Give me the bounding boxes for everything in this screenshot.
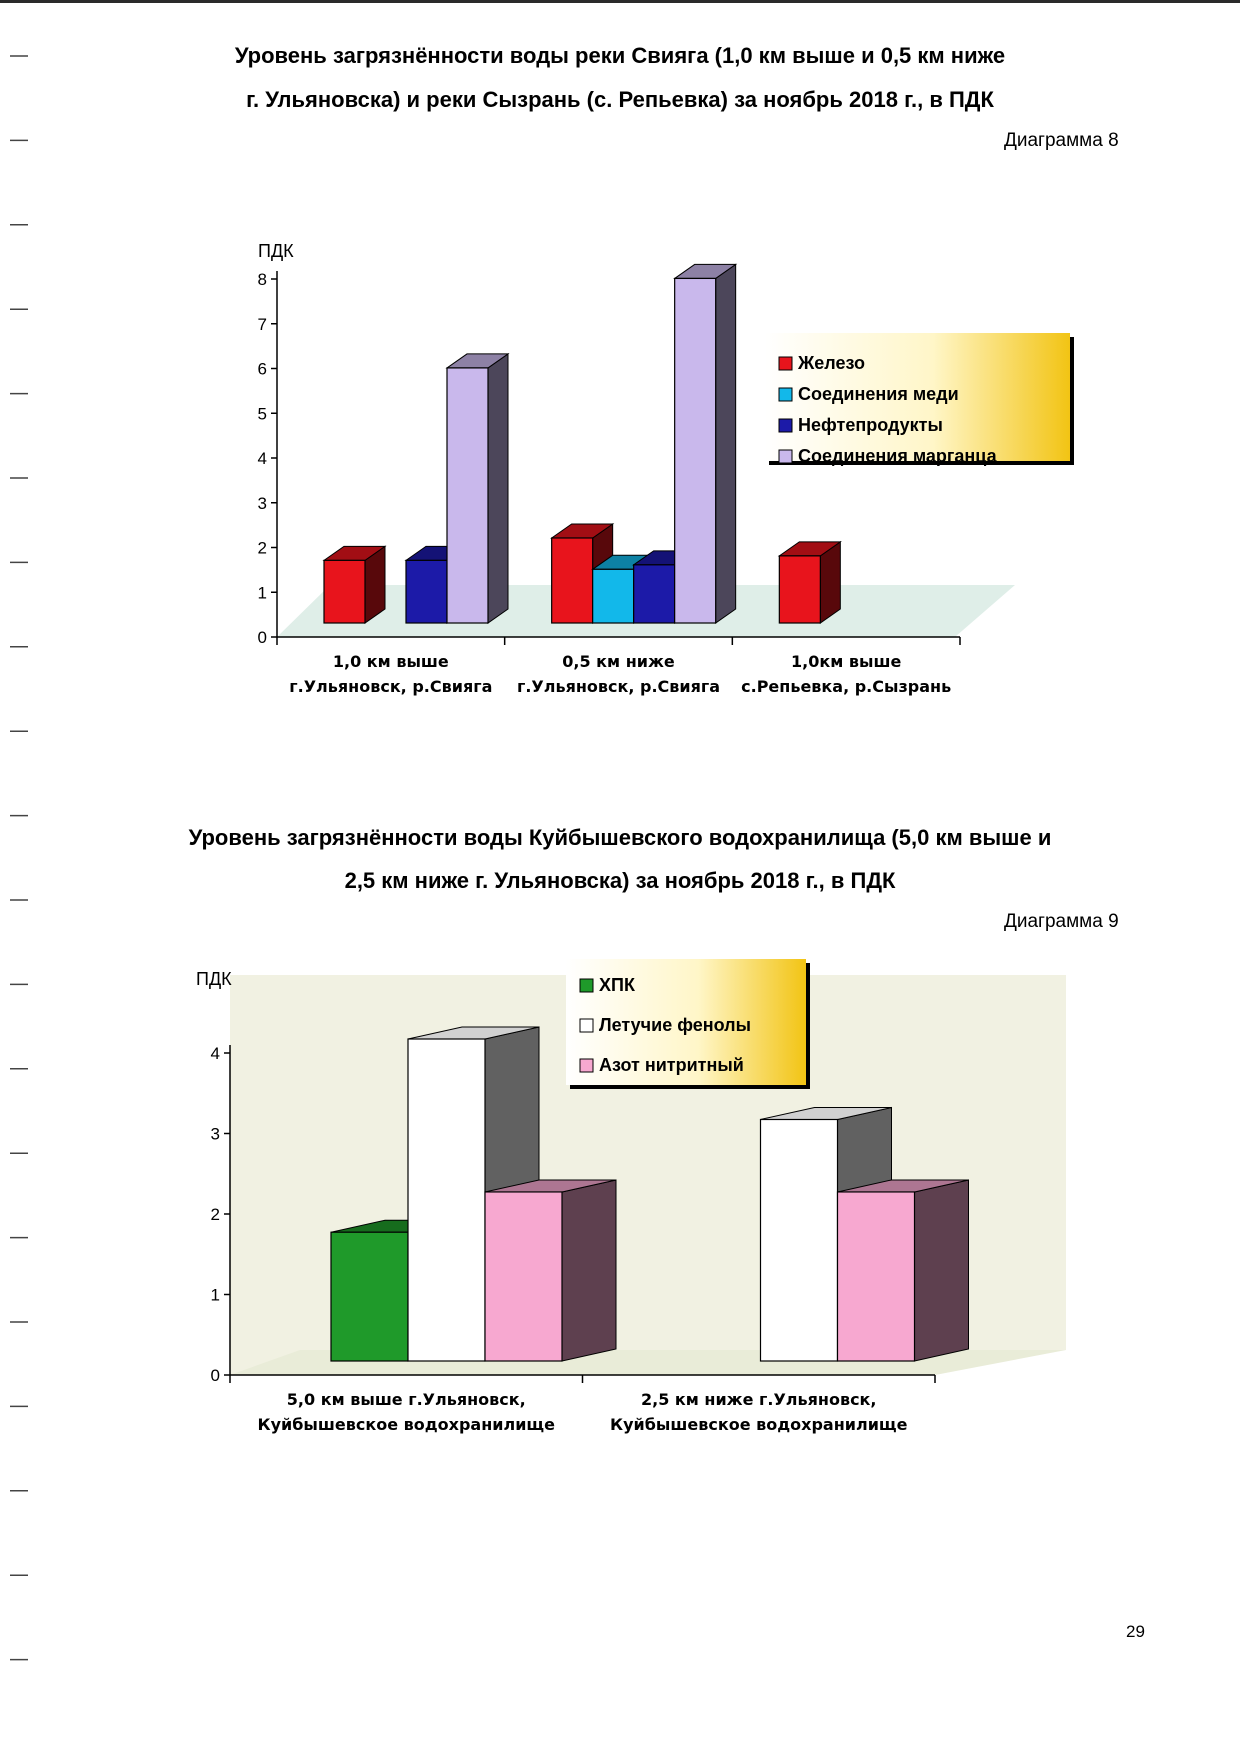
x-category-label: Куйбышевское водохранилище [257,1415,555,1434]
y-tick-label: 5 [257,404,267,424]
bar-front [408,1039,485,1361]
bar-side [716,264,736,623]
y-tick-label: 3 [257,493,267,513]
chart-9-pollution-kuibyshev-reservoir [0,955,1240,1455]
legend-swatch [779,450,792,463]
legend-entry: Железо [798,353,865,373]
x-category-label: г.Ульяновск, р.Свияга [289,677,493,696]
bar-front [634,565,675,623]
bar-front [761,1120,838,1362]
y-tick-label: 4 [257,449,267,468]
chart-9-title-line-2: 2,5 км ниже г. Ульяновска) за ноябрь 2018 г., в ПДК [344,868,896,893]
bar-0-0 [324,546,385,623]
bar-front [324,560,365,623]
x-category-label: с.Репьевка, р.Сызрань [741,677,952,696]
y-axis-title: ПДК [258,241,294,261]
bar-side [915,1180,969,1361]
legend-entry: Соединения марганца [798,446,997,466]
legend-swatch [580,1059,593,1072]
chart-8-label: Диаграмма 8 [1004,130,1119,151]
bar-3-1 [675,264,736,623]
x-category-label: Куйбышевское водохранилище [610,1415,908,1434]
page-top-border [0,0,1240,3]
y-tick-label: 6 [257,359,267,379]
bar-front [593,569,634,623]
bar-front [675,278,716,623]
y-tick-label: 0 [257,628,267,647]
y-tick-label: 2 [210,1205,220,1224]
x-category-label: 1,0км выше [791,652,902,671]
chart-8-title-line-2: г. Ульяновска) и реки Сызрань (с. Репьевка) за ноябрь 2018 г., в ПДК [246,87,994,112]
bar-2-0 [485,1180,616,1361]
legend-swatch [779,419,792,432]
chart-9-title-line-1: Уровень загрязнённости воды Куйбышевского водохранилища (5,0 км выше и [188,825,1052,850]
bar-2-1 [838,1180,969,1361]
y-tick-label: 4 [210,1044,220,1063]
legend-swatch [580,1019,593,1032]
bar-front [331,1232,408,1361]
legend-entry: Азот нитритный [599,1055,744,1075]
y-tick-label: 8 [257,270,267,289]
legend-entry: ХПК [599,975,635,995]
x-category-label: 0,5 км ниже [562,652,675,671]
bar-side [488,354,508,623]
bar-front [552,538,593,623]
legend-swatch [779,388,792,401]
chart-9-label: Диаграмма 9 [1004,911,1119,932]
y-tick-label: 3 [210,1124,220,1144]
legend-entry: Соединения меди [798,384,959,404]
bar-front [406,560,447,623]
x-category-label: 1,0 км выше [332,652,449,671]
bar-side [562,1180,616,1361]
y-tick-label: 1 [257,583,267,603]
chart-8-title-line-1: Уровень загрязнённости воды реки Свияга (1,0 км выше и 0,5 км ниже [234,43,1006,68]
legend-swatch [580,979,593,992]
x-category-label: 5,0 км выше г.Ульяновск, [286,1390,526,1409]
legend-swatch [779,357,792,370]
legend-entry: Нефтепродукты [798,415,943,435]
bar-front [485,1192,562,1361]
page-number: 29 [1126,1622,1145,1641]
y-tick-label: 1 [210,1285,220,1305]
chart-8-pollution-svinga-syzran [0,225,1240,725]
bar-0-2 [779,542,840,623]
legend-entry: Летучие фенолы [599,1015,751,1035]
y-tick-label: 7 [257,314,267,334]
bar-front [447,368,488,623]
bar-front [779,556,820,623]
x-category-label: 2,5 км ниже г.Ульяновск, [640,1390,877,1409]
bar-front [838,1192,915,1361]
y-tick-label: 2 [257,538,267,558]
bar-3-0 [447,354,508,623]
x-category-label: г.Ульяновск, р.Свияга [516,677,721,696]
y-axis-title: ПДК [196,969,232,989]
y-tick-label: 0 [210,1366,220,1385]
